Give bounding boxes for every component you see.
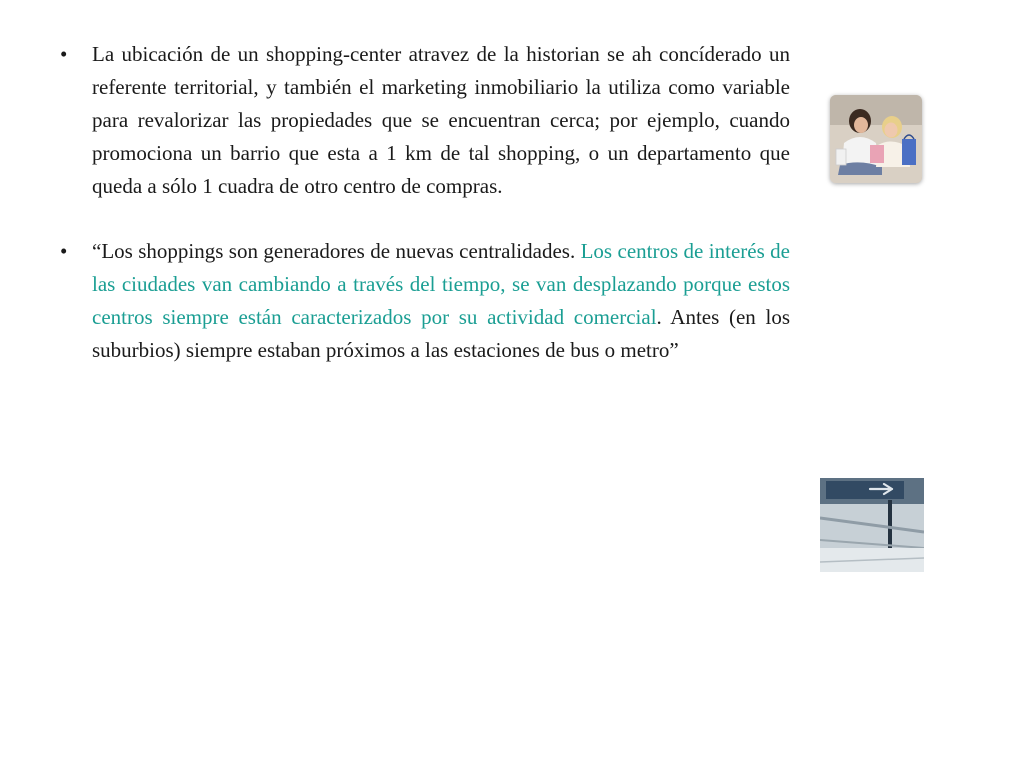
escalator-photo: [820, 478, 924, 572]
bullet-text-highlight: Los centros de interés de las ciudades van cambiando a través del tiempo, se van desplazando porque estos centros siempre están caracterizados por su actividad comercial: [92, 239, 790, 329]
bullet-marker: •: [60, 42, 68, 66]
bullet-text-part: “Los shoppings son generadores de nuevas centralidades.: [92, 239, 581, 263]
bullet-item-new-centralities: [60, 235, 790, 367]
bullet-item-shopping-location: [60, 38, 790, 203]
women-shopping-icon: [830, 95, 922, 183]
bullet-text-part: . Antes (en los suburbios) siempre estaban próximos a las estaciones de bus o metro”: [92, 305, 790, 362]
shopping-photo: [830, 95, 922, 183]
bullet-list: [60, 38, 790, 367]
bullet-marker: •: [60, 239, 68, 263]
escalator-arrow-icon: [820, 478, 924, 572]
bullet-text: La ubicación de un shopping-center atravez de la historian se ah concíderado un referente territorial, y también el marketing inmobiliario la utiliza como variable para revalorizar las propiedades que se encuentran cerca; por ejemplo, cuando promociona un barrio que esta a 1 km de tal shopping, o un departamento que queda a sólo 1 cuadra de otro centro de compras.: [92, 42, 790, 198]
